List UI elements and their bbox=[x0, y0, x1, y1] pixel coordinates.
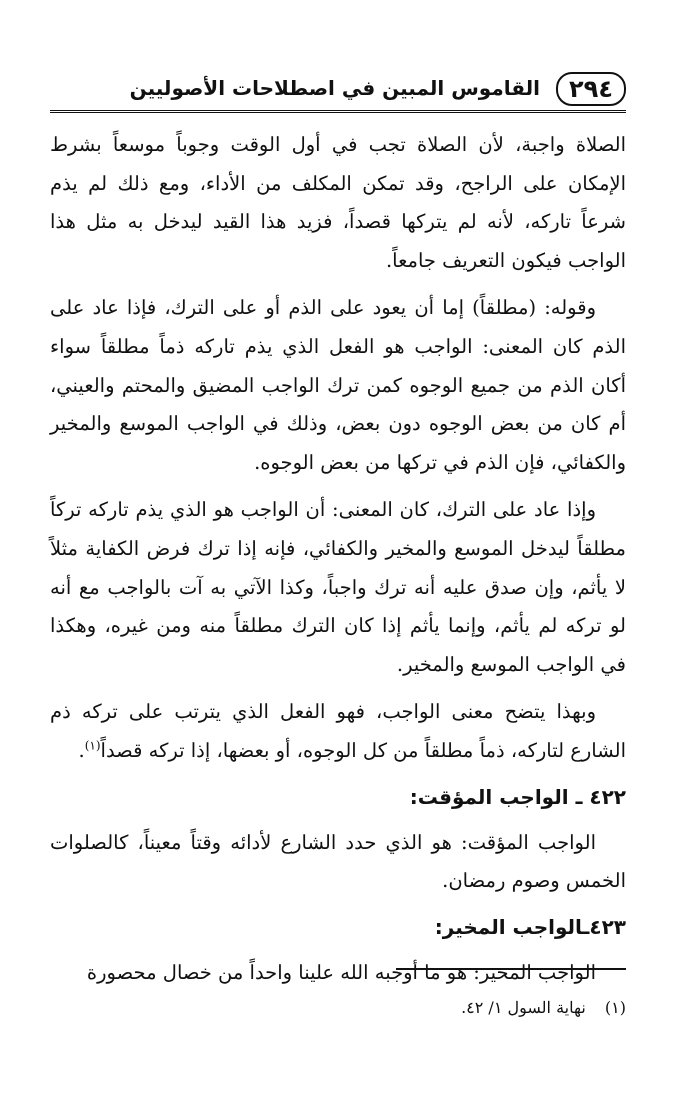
footnote-rule bbox=[396, 968, 626, 970]
page-body bbox=[50, 126, 626, 1001]
paragraph-2: وقوله: (مطلقاً) إما أن يعود على الذم أو على الترك، فإذا عاد على الذم كان المعنى: الواجب هو الفعل الذي يذم تاركه ذماً مطلقاً سواء أكان الذم من جميع الوجوه كمن ترك الواجب المضيق والمحتم والعيني، أم كان من بعض الوجوه دون بعض، وذلك في الواجب الموسع والمخير والكفائي، فإن الذم في تركها من بعض الوجوه. bbox=[50, 296, 626, 474]
paragraph-4 bbox=[50, 693, 626, 770]
footnote-number: (١) bbox=[604, 998, 626, 1017]
paragraph-4-text: وبهذا يتضح معنى الواجب، فهو الفعل الذي يترتب على تركه ذم الشارع لتاركه، ذماً مطلقاً من كل الوجوه، أو بعضها، إذا تركه قصداً bbox=[50, 700, 626, 762]
section-term: الواجب المخير: bbox=[434, 914, 583, 939]
header-rule bbox=[50, 110, 626, 113]
paragraph-4-end: . bbox=[78, 738, 85, 762]
paragraph-5: الواجب المؤقت: هو الذي حدد الشارع لأدائه وقتاً معيناً، كالصلوات الخمس وصوم رمضان. bbox=[50, 830, 626, 893]
paragraph-1: الصلاة واجبة، لأن الصلاة تجب في أول الوقت وجوباً موسعاً بشرط الإمكان على الراجح، وقد تمكن المكلف من الأداء، ومع ذلك لم يذم شرعاً تاركه، لأنه لم يتركها قصداً، فزيد هذا القيد ليدخل به مثل هذا الواجب فيكون التعريف جامعاً. bbox=[50, 133, 626, 272]
section-number: ٤٢٢ ـ bbox=[575, 784, 626, 809]
section-term: الواجب المؤقت: bbox=[409, 784, 569, 809]
footnote-text: نهاية السول ١/ ٤٢. bbox=[461, 998, 586, 1017]
section-heading-422 bbox=[50, 780, 626, 814]
running-title: القاموس المبين في اصطلاحات الأصوليين bbox=[129, 76, 540, 100]
paragraph-6: الواجب المخير: هو ما أوجبه الله علينا واحداً من خصال محصورة bbox=[86, 960, 596, 984]
page-header bbox=[50, 68, 626, 112]
paragraph-3: وإذا عاد على الترك، كان المعنى: أن الواجب هو الذي يذم تاركه تركاً مطلقاً ليدخل الموسع والمخير والكفائي، فإنه إذا ترك فرض الكفاية مثلاً لا يأثم، وإن صدق عليه أنه ترك واجباً، وكذا الآتي به آت بالواجب مع أنه لو تركه لم يأثم، وإنما يأثم إذا كان الترك مطلقاً منه ومن غيره، وهكذا في الواجب الموسع والمخير. bbox=[50, 498, 626, 676]
section-heading-423 bbox=[50, 910, 626, 944]
footnote bbox=[50, 996, 626, 1020]
section-number: ٤٢٣ـ bbox=[582, 914, 626, 939]
footnote-marker: (١) bbox=[84, 738, 101, 753]
page-number: ٢٩٤ bbox=[556, 72, 626, 106]
